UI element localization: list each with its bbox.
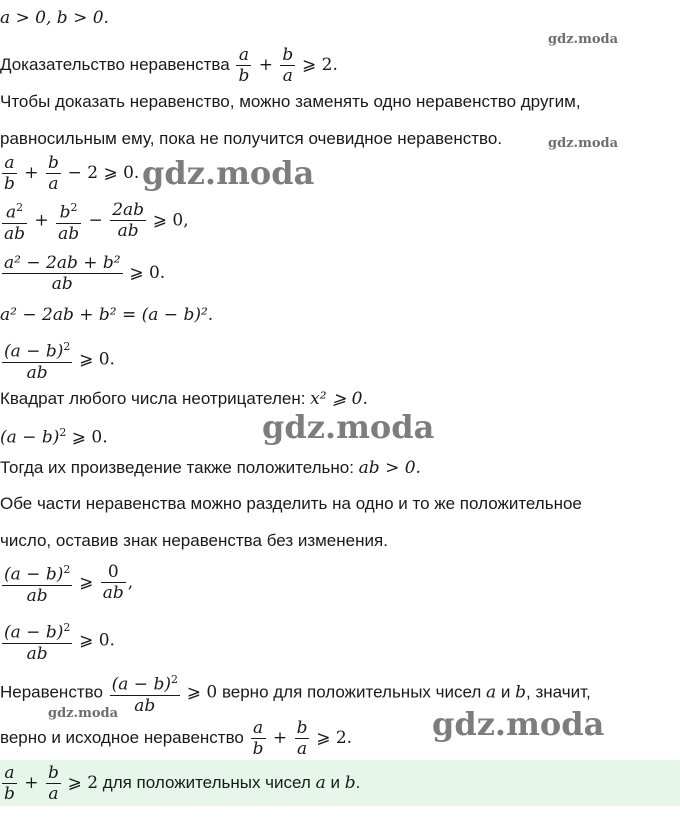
divide-line-1: Обе части неравенства можно разделить на одно и то же положительное (0, 494, 582, 513)
step-1: $\frac{a}{b}$ + $\frac{b}{a}$ − 2 ⩾ 0. (4, 153, 140, 194)
watermark-logo: gdz.moda (262, 408, 435, 446)
prove-label: Доказательство неравенства (0, 54, 230, 74)
identity: a² − 2ab + b² = (a − b)². (0, 305, 214, 325)
step-3: $\frac{\text{a² − 2ab + b²}}{ab}$ ⩾ 0. (4, 253, 166, 294)
method-line-1: Чтобы доказать неравенство, можно заменять одно неравенство другим, (0, 92, 581, 111)
product-positive: Тогда их произведение также положительно: ab > 0. (0, 458, 421, 478)
watermark-logo: gdz.moda (142, 154, 315, 192)
diff-square: $(a - b)^2$ ⩾ 0. (0, 426, 108, 448)
frac-b-a: $\frac{b}{a}$ (282, 45, 294, 86)
step-4: $\frac{(a - b)^2}{ab}$ ⩾ 0. (0, 337, 115, 383)
square-nonneg: Квадрат любого числа неотрицателен: x² ⩾ 0. (0, 389, 368, 409)
step-6: $\frac{(a - b)^2}{ab}$ ⩾ 0. (0, 618, 115, 664)
given-condition: a > 0, b > 0. (0, 8, 109, 28)
divide-line-2: число, оставив знак неравенства без изменения. (0, 531, 388, 550)
watermark-logo: gdz.moda (548, 32, 619, 47)
frac-a-b: $\frac{a}{b}$ (238, 45, 250, 86)
conclusion-2: верно и исходное неравенство $\frac{a}{b}$ + $\frac{b}{a}$ ⩾ 2. (0, 718, 353, 759)
final-answer: $\frac{a}{b}$ + $\frac{b}{a}$ ⩾ 2 для положительных чисел a и b. (4, 763, 361, 804)
conclusion-1: Неравенство $\frac{(a - b)^2}{ab}$ ⩾ 0 верно для положительных чисел a и b, значит, (0, 670, 591, 716)
watermark-logo: gdz.moda (548, 136, 619, 151)
prove-statement: Доказательство неравенства $\frac{a}{b}$ + $\frac{b}{a}$ ⩾ 2. (0, 45, 338, 86)
watermark-logo: gdz.moda (48, 706, 119, 721)
step-5: $\frac{(a - b)^2}{ab}$ ⩾ $\frac{0}{ab}$ , (0, 560, 133, 606)
watermark-logo: gdz.moda (432, 705, 605, 743)
step-2: $\frac{a^2}{ab}$ + $\frac{b^2}{ab}$ − $\frac{2ab}{ab}$ ⩾ 0, (0, 198, 189, 244)
method-line-2: равносильным ему, пока не получится очевидное неравенство. (0, 129, 503, 148)
